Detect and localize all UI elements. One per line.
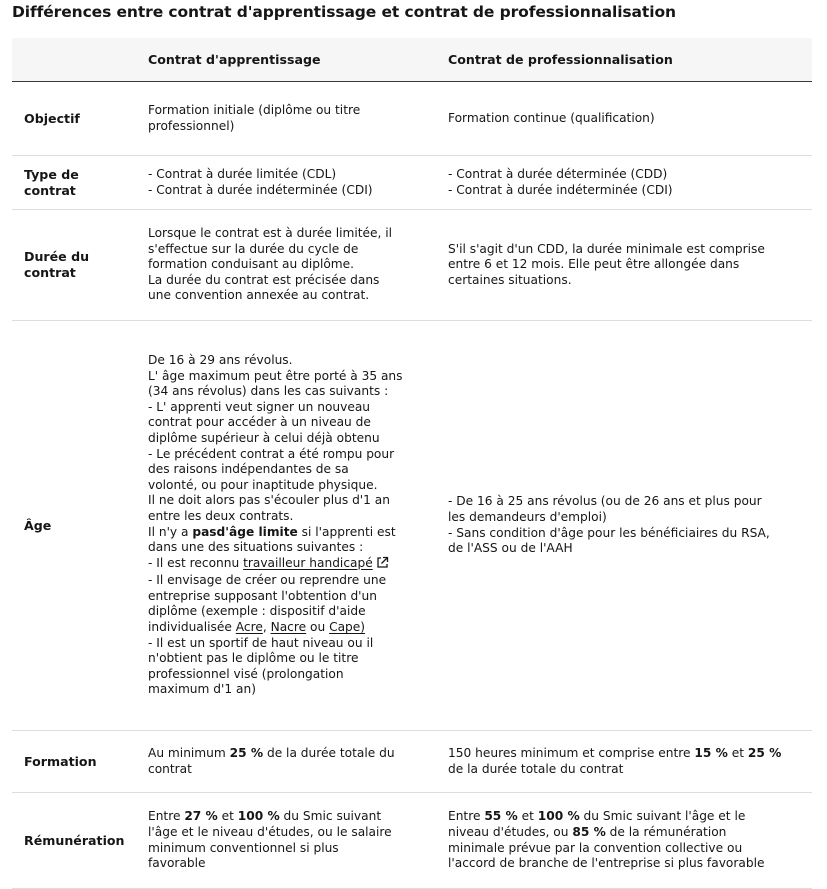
cell-professionnalisation-duree: [436, 210, 812, 321]
cell-professionnalisation-type: [436, 156, 812, 210]
text-line: de l'ASS ou de l'AAH: [448, 541, 573, 556]
text-line: maximum d'1 an): [148, 682, 256, 697]
text-line: (34 ans révolus) dans les cas suivants :: [148, 384, 389, 399]
text-fragment: - Il est reconnu: [148, 555, 244, 570]
cell-professionnalisation-objectif: [436, 82, 812, 156]
text-line: [148, 556, 422, 574]
header-empty: [12, 38, 136, 82]
row-label-line: Durée du: [24, 249, 90, 265]
text-line: l'âge et le niveau d'études, ou le salaire: [148, 824, 392, 839]
text-fragment: Entre: [148, 809, 185, 824]
text-fragment: de la rémunération: [605, 824, 727, 839]
text-line: contrat: [148, 761, 192, 776]
text-line: - Contrat à durée indéterminée (CDI): [448, 182, 673, 197]
strong-text: 15 %: [694, 745, 728, 760]
text-line: professionnel visé (prolongation: [148, 666, 344, 681]
text-line: - Il envisage de créer ou reprendre une: [148, 573, 387, 588]
cell-professionnalisation-age: [436, 321, 812, 731]
row-label-line: contrat: [24, 182, 76, 198]
text-line: minimale prévue par la convention collective ou: [448, 840, 743, 855]
text-fragment: Il n'y a: [148, 524, 193, 539]
table-row-formation: [12, 731, 812, 793]
text-fragment: ,: [262, 620, 271, 635]
text-line: - Le précédent contrat a été rompu pour: [148, 446, 395, 461]
row-label-type-contrat: [12, 156, 136, 210]
text-fragment: et: [727, 745, 748, 760]
text-line: de la durée totale du contrat: [448, 761, 624, 776]
text-fragment: 150 heures minimum et comprise entre: [448, 745, 695, 760]
page-title: Différences entre contrat d'apprentissage et contrat de professionnalisation: [12, 3, 676, 21]
strong-text: 100 %: [237, 809, 280, 824]
table-row-duree: [12, 210, 812, 321]
table-row-objectif: [12, 82, 812, 156]
text-fragment: et: [517, 809, 538, 824]
cell-professionnalisation-formation: [436, 731, 812, 793]
text-line: [148, 746, 422, 762]
text-line: S'il s'agit d'un CDD, la durée minimale est comprise: [448, 241, 765, 256]
row-label-formation: Formation: [12, 731, 136, 793]
comparison-table: [12, 38, 812, 889]
text-line: s'effectue sur la durée du cycle de: [148, 241, 359, 256]
text-line: - De 16 à 25 ans révolus (ou de 26 ans et plus pour: [448, 494, 762, 509]
text-fragment: du Smic suivant: [279, 809, 382, 824]
cell-apprentissage-age: [136, 321, 436, 731]
table-header-row: [12, 38, 812, 82]
strong-text: 100 %: [537, 809, 580, 824]
text-line: l'accord de branche de l'entreprise si plus favorable: [448, 856, 765, 871]
text-line: favorable: [148, 856, 206, 871]
text-line: dans une des situations suivantes :: [148, 540, 364, 555]
text-line: diplôme supérieur à celui déjà obtenu: [148, 430, 380, 445]
row-label-duree: [12, 210, 136, 321]
strong-text: 25 %: [229, 745, 264, 760]
row-label-age: Âge: [12, 321, 136, 731]
text-fragment: ou: [306, 620, 330, 635]
external-link-icon: [376, 556, 389, 574]
text-line: - Contrat à durée indéterminée (CDI): [148, 182, 373, 197]
strong-text: 55 %: [484, 809, 518, 824]
text-line: des raisons indépendantes de sa: [148, 462, 349, 477]
text-line: [148, 809, 422, 825]
text-fragment: niveau d'études, ou: [448, 824, 573, 839]
row-label-objectif: Objectif: [12, 82, 136, 156]
text-line: - L' apprenti veut signer un nouveau: [148, 399, 371, 414]
cell-professionnalisation-remuneration: [436, 793, 812, 889]
cell-apprentissage-remuneration: [136, 793, 436, 889]
text-fragment: Entre: [448, 809, 485, 824]
text-line: les demandeurs d'emploi): [448, 509, 607, 524]
strong-text: pasd'âge limite: [192, 524, 298, 539]
text-line: [448, 746, 800, 762]
row-label-line: contrat: [24, 265, 76, 280]
text-line: [448, 809, 800, 825]
link-nacre[interactable]: Nacre: [270, 620, 307, 635]
link-acre[interactable]: Acre: [235, 620, 263, 635]
text-line: entre les deux contrats.: [148, 508, 294, 523]
text-line: Lorsque le contrat est à durée limitée, il: [148, 226, 393, 241]
text-line: formation conduisant au diplôme.: [148, 257, 355, 272]
table-row-age: [12, 321, 812, 731]
strong-text: 25 %: [747, 745, 782, 760]
text-line: - Sans condition d'âge pour les bénéficiaires du RSA,: [448, 525, 770, 540]
text-line: [148, 620, 422, 636]
cell-apprentissage-duree: [136, 210, 436, 321]
text-line: professionnel): [148, 118, 235, 133]
text-line: entre 6 et 12 mois. Elle peut être allongée dans: [448, 257, 740, 272]
cell-apprentissage-type: [136, 156, 436, 210]
text-line: L' âge maximum peut être porté à 35 ans: [148, 368, 403, 383]
text-line: [448, 825, 800, 841]
text-line: minimum conventionnel si plus: [148, 840, 339, 855]
text-fragment: du Smic suivant l'âge et le: [579, 809, 746, 824]
cell-apprentissage-objectif: [136, 82, 436, 156]
text-line: contrat pour accéder à un niveau de: [148, 415, 371, 430]
table-row-remuneration: [12, 793, 812, 889]
text-line: Formation initiale (diplôme ou titre: [148, 102, 361, 117]
link-cape[interactable]: Cape): [329, 620, 366, 635]
header-professionnalisation: Contrat de professionnalisation: [436, 38, 812, 82]
text-line: certaines situations.: [448, 272, 572, 287]
text-line: [148, 525, 422, 541]
cell-apprentissage-formation: [136, 731, 436, 793]
text-line: - Contrat à durée déterminée (CDD): [448, 166, 668, 181]
text-line: Formation continue (qualification): [448, 110, 655, 125]
strong-text: 85 %: [572, 824, 606, 839]
text-fragment: si l'apprenti est: [297, 524, 396, 539]
link-travailleur-handicape[interactable]: travailleur handicapé: [243, 555, 373, 570]
text-fragment: Au minimum: [148, 745, 230, 760]
text-line: entreprise supposant l'obtention d'un: [148, 588, 377, 603]
text-fragment: de la durée totale du: [263, 745, 395, 760]
header-apprentissage: Contrat d'apprentissage: [136, 38, 436, 82]
text-line: De 16 à 29 ans révolus.: [148, 352, 293, 367]
text-line: - Contrat à durée limitée (CDL): [148, 166, 337, 181]
text-line: Il ne doit alors pas s'écouler plus d'1 an: [148, 493, 390, 508]
row-label-line: Type de: [24, 166, 79, 182]
text-line: La durée du contrat est précisée dans: [148, 272, 380, 287]
row-label-remuneration: Rémunération: [12, 793, 136, 889]
strong-text: 27 %: [184, 809, 218, 824]
text-fragment: individualisée: [148, 620, 236, 635]
text-fragment: et: [217, 809, 238, 824]
text-line: volonté, ou pour inaptitude physique.: [148, 477, 378, 492]
table-row-type-contrat: [12, 156, 812, 210]
text-line: - Il est un sportif de haut niveau ou il: [148, 635, 374, 650]
text-line: diplôme (exemple : dispositif d'aide: [148, 604, 366, 619]
text-line: n'obtient pas le diplôme ou le titre: [148, 651, 359, 666]
text-line: une convention annexée au contrat.: [148, 288, 370, 303]
